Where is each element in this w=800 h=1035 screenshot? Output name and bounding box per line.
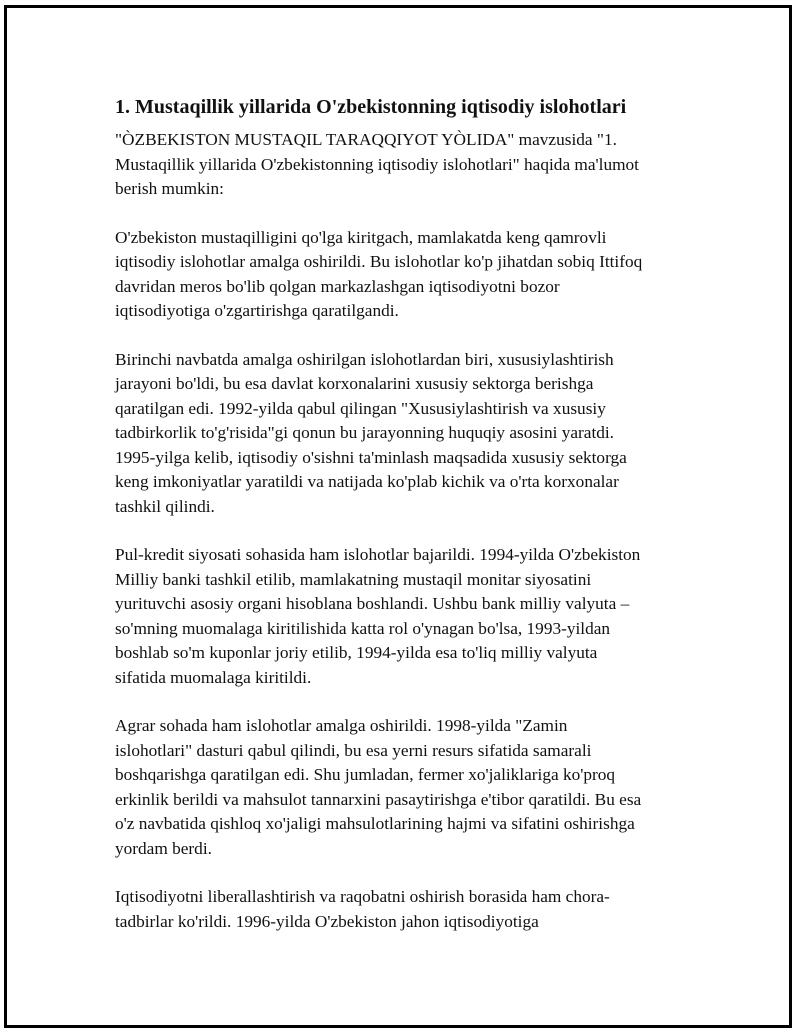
text-line: jarayoni bo'ldi, bu esa davlat korxonalarini xususiy sektorga berishga [115,374,594,393]
text-line: iqtisodiy islohotlar amalga oshirildi. Bu islohotlar ko'p jihatdan sobiq Ittifoq [115,252,643,271]
text-line: iqtisodiyotiga o'zgartirishga qaratilgandi. [115,301,399,320]
text-line: Milliy banki tashkil etilib, mamlakatning mustaqil monitar siyosatini [115,569,592,589]
text-line: yordam berdi. [115,838,212,858]
text-line: "ÒZBEKISTON MUSTAQIL TARAQQIYOT YÒLIDA" mavzusida "1. [115,130,617,149]
paragraph-intro [115,128,675,202]
text-line: Birinchi navbatda amalga oshirilgan islohotlardan biri, xususiylashtirish [115,349,614,369]
text-line: Pul-kredit siyosati sohasida ham islohotlar bajarildi. 1994-yilda O'zbekiston [115,545,641,564]
text-line: berish mumkin: [115,179,224,198]
document-body [115,94,675,958]
text-line: boshlab so'm kuponlar joriy etilib, 1994-yilda esa to'liq milliy valyuta [115,643,598,662]
paragraph-overview [115,226,675,324]
text-line: Iqtisodiyotni liberallashtirish va raqobatni oshirish borasida ham chora- [115,887,610,906]
paragraph-agrarian [115,714,675,861]
document-title: 1. Mustaqillik yillarida O'zbekistonning iqtisodiy islohotlari [115,96,627,118]
text-line: sifatida muomalaga kiritildi. [115,667,312,687]
paragraph-privatization [115,348,675,520]
text-line: qaratilgan edi. 1992-yilda qabul qilingan "Xususiylashtirish va xususiy [115,398,606,418]
text-line: Agrar sohada ham islohotlar amalga oshirildi. 1998-yilda "Zamin [115,716,568,735]
text-line: yurituvchi asosiy organi hisoblana boshlandi. Ushbu bank milliy valyuta – [115,594,630,613]
text-line: o'z navbatida qishloq xo'jaligi mahsulotlarining hajmi va sifatini oshirishga [115,814,635,833]
paragraph-liberalization [115,885,675,934]
text-line: tashkil qilindi. [115,496,215,516]
text-line: Mustaqillik yillarida O'zbekistonning iqtisodiy islohotlari" haqida ma'lumot [115,154,639,174]
text-line: tadbirkorlik to'g'risida"gi qonun bu jarayonning huquqiy asosini yaratdi. [115,423,615,442]
text-line: islohotlari" dasturi qabul qilindi, bu esa yerni resurs sifatida samarali [115,740,592,760]
text-line: erkinlik berildi va mahsulot tannarxini pasaytirishga e'tibor qaratildi. Bu esa [115,789,642,809]
text-line: 1995-yilga kelib, iqtisodiy o'sishni ta'minlash maqsadida xususiy sektorga [115,447,627,467]
paragraph-monetary-policy [115,543,675,690]
text-line: boshqarishga qaratilgan edi. Shu jumladan, fermer xo'jaliklariga ko'proq [115,765,616,784]
text-line: so'mning muomalaga kiritilishida katta rol o'ynagan bo'lsa, 1993-yildan [115,618,611,638]
text-line: O'zbekiston mustaqilligini qo'lga kiritgach, mamlakatda keng qamrovli [115,227,607,247]
text-line: davridan meros bo'lib qolgan markazlashgan iqtisodiyotni bozor [115,276,560,296]
text-line: keng imkoniyatlar yaratildi va natijada ko'plab kichik va o'rta korxonalar [115,472,619,491]
text-line: tadbirlar ko'rildi. 1996-yilda O'zbekiston jahon iqtisodiyotiga [115,911,539,931]
